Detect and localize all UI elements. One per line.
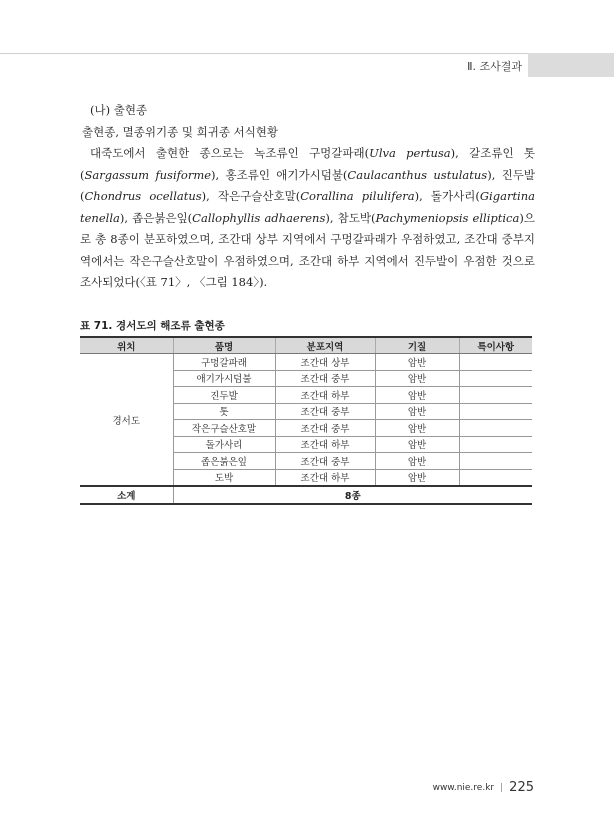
distribution-cell: 조간대 하부 [275, 469, 375, 486]
species-name: Caulacanthus ustulatus [347, 167, 488, 182]
distribution-cell: 조간대 중부 [275, 370, 375, 387]
species-name: Sargassum fusiforme [84, 167, 212, 182]
table-row [80, 354, 532, 371]
footer-url[interactable]: www.nie.re.kr [432, 782, 495, 793]
substrate-cell: 암반 [375, 420, 459, 437]
substrate-cell: 암반 [375, 453, 459, 470]
distribution-cell: 조간대 상부 [275, 354, 375, 371]
species-cell: 좁은붉은잎 [173, 453, 275, 470]
body-text [80, 100, 535, 294]
substrate-cell: 암반 [375, 436, 459, 453]
header-location: 위치 [80, 337, 173, 354]
distribution-cell: 조간대 하부 [275, 387, 375, 404]
remarks-cell [459, 354, 532, 371]
substrate-cell: 암반 [375, 370, 459, 387]
header-substrate: 기질 [375, 337, 459, 354]
table-total-row [80, 486, 532, 504]
header-species: 품명 [173, 337, 275, 354]
page-number: 225 [509, 780, 534, 795]
total-label: 소계 [80, 486, 173, 504]
species-name: Corallina pilulifera [300, 189, 415, 203]
distribution-cell: 조간대 중부 [275, 453, 375, 470]
distribution-cell: 조간대 하부 [275, 436, 375, 453]
species-name: Pachymeniopsis elliptica [375, 210, 520, 225]
substrate-cell: 암반 [375, 354, 459, 371]
header-distribution: 분포지역 [275, 337, 375, 354]
remarks-cell [459, 469, 532, 486]
section-heading: (나) 출현종 [90, 103, 148, 117]
substrate-cell: 암반 [375, 469, 459, 486]
location-cell: 경서도 [80, 354, 173, 487]
species-cell: 애기가시덤불 [173, 370, 275, 387]
species-cell: 진두발 [173, 387, 275, 404]
header-rule [0, 53, 614, 54]
species-name: Gigartina tenella [80, 189, 536, 225]
remarks-cell [459, 436, 532, 453]
remarks-cell [459, 453, 532, 470]
remarks-cell [459, 420, 532, 437]
chapter-title: Ⅱ. 조사결과 [467, 60, 522, 73]
remarks-cell [459, 403, 532, 420]
table-header-row [80, 337, 532, 354]
species-table [80, 336, 532, 505]
distribution-cell: 조간대 중부 [275, 420, 375, 437]
page-footer [433, 780, 534, 795]
remarks-cell [459, 370, 532, 387]
species-name: Ulva pertusa [369, 146, 451, 160]
table-caption: 표 71. 경서도의 해조류 출현종 [80, 320, 225, 332]
section-subheading: 출현종, 멸종위기종 및 희귀종 서식현황 [82, 124, 279, 139]
species-cell: 구멍갈파래 [173, 354, 275, 371]
total-value: 8종 [173, 486, 532, 504]
species-paragraph: 대죽도에서 출현한 종으로는 녹조류인 구멍갈파래(Ulva pertusa), 갈조류인 톳(Sargassum fusiforme), 홍조류인 애기가시덤불(Caulacanthus ustulatus), 진두발(Chondrus ocellatus), 작은구슬산호말(Corallina pilulifera), 돌가사리(Gigartina tenella), 좁은붉은잎(Callophyllis adhaerens), 참도박(Pachymeniopsis elliptica)으로 총 8종이 분포하였으며, 조간대 상부 지역에서 구멍갈파래가 우점하였고, 조간대 중부지역에서는 작은구슬산호말이 우점하였으며, 조간대 하부 지역에서 진두발이 우점한 것으로 조사되었다(〈표 71〉, 〈그림 184〉). [80, 146, 536, 289]
footer-separator: | [500, 782, 504, 793]
distribution-cell: 조간대 중부 [275, 403, 375, 420]
remarks-cell [459, 387, 532, 404]
header-tab [528, 53, 614, 77]
species-cell: 돌가사리 [173, 436, 275, 453]
substrate-cell: 암반 [375, 403, 459, 420]
species-cell: 작은구슬산호말 [173, 420, 275, 437]
species-name: Callophyllis adhaerens [192, 210, 326, 225]
species-name: Chondrus ocellatus [84, 189, 202, 203]
species-cell: 톳 [173, 403, 275, 420]
header-remarks: 특이사항 [459, 337, 532, 354]
substrate-cell: 암반 [375, 387, 459, 404]
species-cell: 도박 [173, 469, 275, 486]
